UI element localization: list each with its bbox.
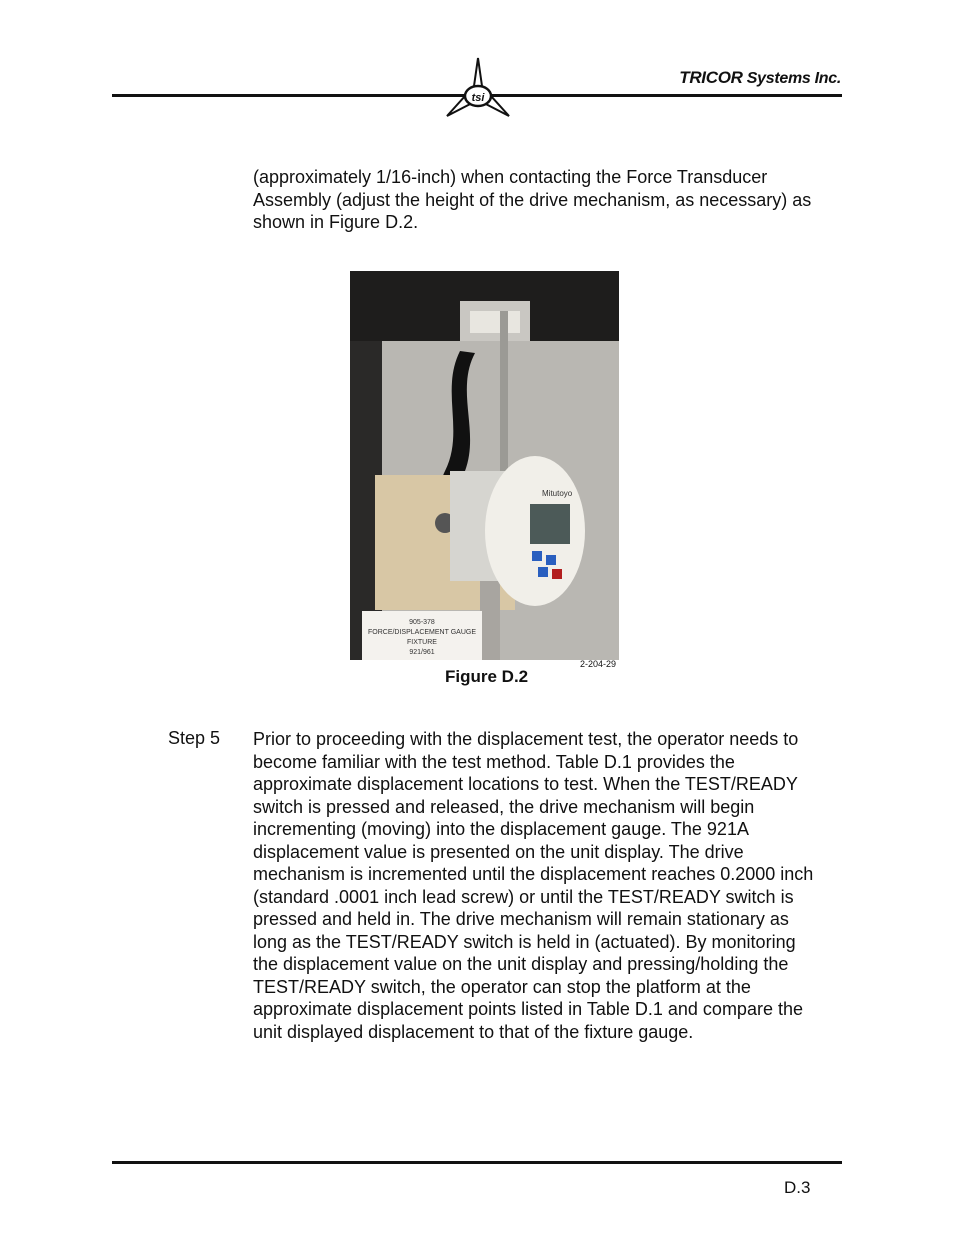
fixture-label-line: 905-378 <box>409 619 435 626</box>
gauge-brand: Mitutoyo <box>542 489 573 498</box>
fixture-label-line: FORCE/DISPLACEMENT GAUGE <box>367 629 477 636</box>
company-brand <box>679 68 841 88</box>
figure-photo <box>350 271 619 660</box>
figure-code: 2-204-29 <box>580 659 617 669</box>
intro-paragraph: (approximately 1/16-inch) when contacting the Force Transducer Assembly (adjust the height of the drive mechanism, as necessary) as shown in Figure D.2. <box>253 167 812 232</box>
page-number: D.3 <box>784 1178 811 1197</box>
step-paragraph: Prior to proceeding with the displacement test, the operator needs to become familiar with the test method. Table D.1 provides the approximate displacement locations to test. When the TEST/READY switch is pressed and released, the drive mechanism will begin incrementing (moving) into the displacement gauge. The 921A displacement value is presented on the unit display. The drive mechanism is incremented until the displacement reaches 0.2000 inch (standard .0001 inch lead screw) or until the TEST/READY switch is pressed and held in. The drive mechanism will remain stationary as long as the TEST/READY switch is held in (actuated). By monitoring the displacement value on the unit display and pressing/holding the TEST/READY switch, the operator can stop the platform at the approximate displacement points listed in Table D.1 and compare the unit displayed displacement to that of the fixture gauge. <box>253 729 814 1042</box>
tricor-logo-icon <box>443 56 513 120</box>
footer-rule <box>112 1161 842 1164</box>
fixture-label-line: FIXTURE <box>407 639 437 646</box>
brand-rest: Systems Inc. <box>742 70 841 87</box>
svg-text:tsi: tsi <box>471 92 485 104</box>
fixture-label-line: 921/961 <box>409 649 435 656</box>
brand-bold: TRICOR <box>679 68 743 87</box>
figure-caption: Figure D.2 <box>445 667 529 686</box>
step-label: Step 5 <box>168 728 221 748</box>
